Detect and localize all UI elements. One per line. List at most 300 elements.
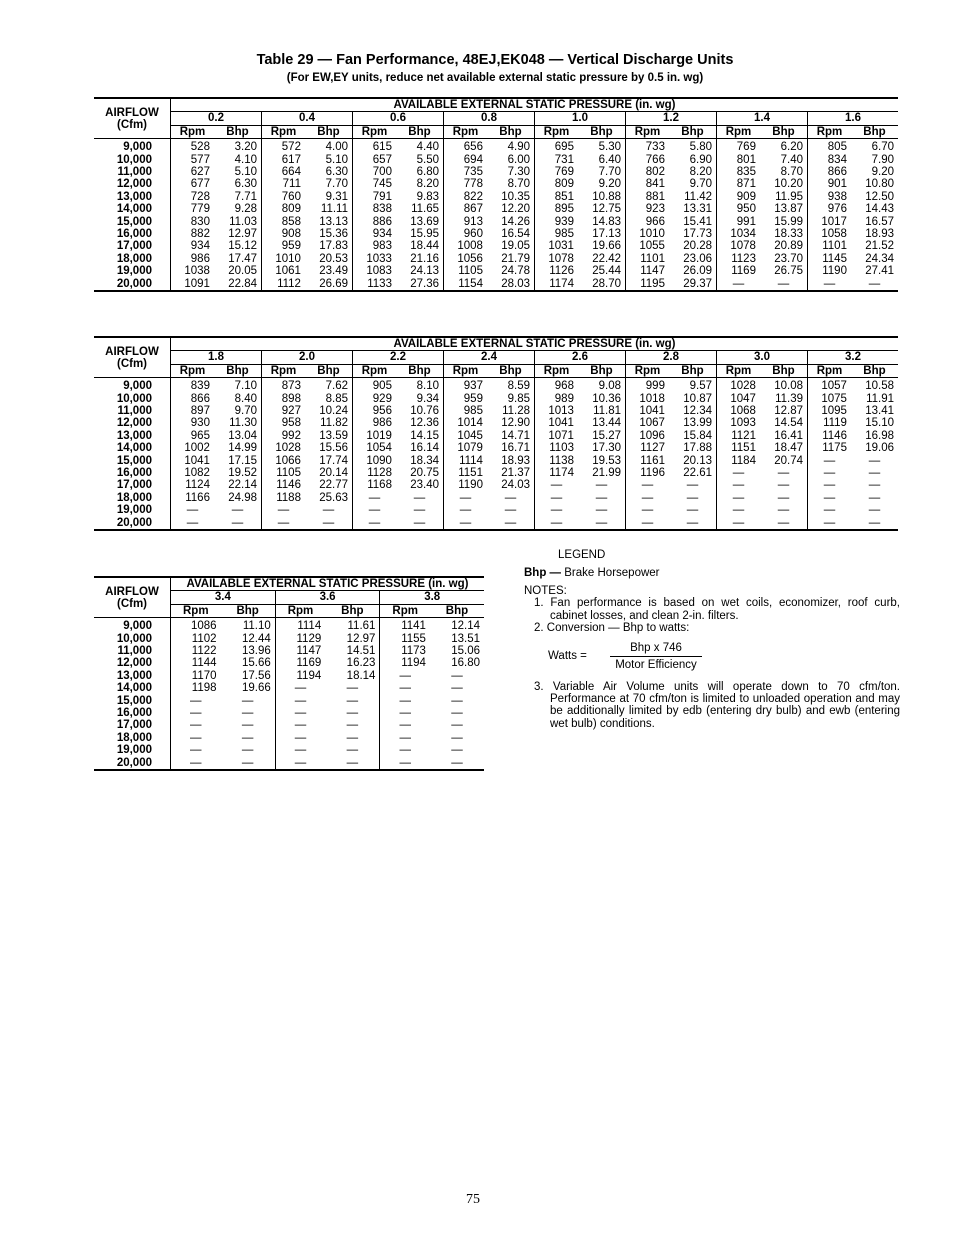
rpm-cell: 909: [717, 191, 760, 203]
rpm-cell: —: [380, 757, 430, 770]
table-subtitle: (For EW,EY units, reduce net available external static pressure by 0.5 in. wg): [286, 72, 704, 84]
rpm-cell: —: [171, 695, 221, 707]
rpm-cell: 615: [353, 139, 396, 154]
bhp-cell: 7.90: [871, 153, 894, 166]
rpm-cell: —: [717, 492, 760, 504]
rpm-cell: 913: [444, 216, 487, 228]
rpm-cell: 999: [626, 378, 669, 393]
airflow-cell: 12,000: [116, 657, 152, 670]
bhp-cell: 20.75: [410, 467, 439, 480]
table-row: [94, 240, 898, 252]
bhp-cell: 17.74: [319, 454, 348, 467]
airflow-cell: 14,000: [116, 442, 152, 455]
table-row: [94, 166, 898, 178]
rpm-cell: 1103: [535, 442, 578, 454]
airflow-cell: 18,000: [116, 252, 152, 265]
bhp-cell: 17.88: [683, 442, 712, 455]
rpm-cell: —: [380, 732, 430, 744]
bhp-cell: —: [451, 731, 463, 744]
note-1: 1. Fan performance is based on wet coils, economizer, roof curb, cabinet losses, and clean 2-in. filters.: [534, 597, 900, 622]
bhp-cell: 18.14: [346, 669, 376, 682]
rpm-cell: 851: [535, 191, 578, 203]
rpm-cell: 960: [444, 228, 487, 240]
table-row: [94, 467, 898, 479]
rpm-cell: —: [171, 504, 214, 516]
table-row: [94, 504, 898, 516]
bhp-cell: 9.20: [871, 166, 894, 179]
bhp-header: Bhp: [221, 604, 276, 617]
rpm-cell: 694: [444, 154, 487, 166]
rpm-cell: 822: [444, 191, 487, 203]
table-row: [94, 178, 898, 190]
bhp-cell: —: [396, 517, 444, 530]
bhp-cell: —: [221, 757, 276, 770]
bhp-cell: 23.06: [683, 252, 712, 265]
bhp-header: Bhp: [487, 364, 535, 377]
bhp-cell: 11.11: [320, 203, 348, 216]
legend-title: LEGEND: [558, 549, 606, 561]
rpm-header: Rpm: [535, 364, 578, 377]
bhp-header: Bhp: [578, 364, 626, 377]
table-row: [94, 479, 898, 491]
bhp-cell: 9.34: [416, 392, 439, 405]
rpm-cell: —: [444, 517, 487, 530]
rpm-cell: 1082: [171, 467, 214, 479]
bhp-cell: —: [777, 491, 790, 504]
rpm-cell: 657: [353, 154, 396, 166]
rpm-cell: 1198: [171, 682, 221, 694]
rpm-cell: 866: [808, 166, 851, 178]
bhp-cell: 9.28: [234, 203, 257, 216]
rpm-cell: 1091: [171, 278, 214, 291]
bhp-cell: 26.75: [774, 265, 803, 278]
rpm-cell: 735: [444, 166, 487, 178]
rpm-cell: 1174: [535, 278, 578, 291]
rpm-header: Rpm: [535, 125, 578, 138]
rpm-cell: —: [380, 695, 430, 707]
rpm-cell: 950: [717, 203, 760, 215]
bhp-cell: 23.40: [410, 479, 439, 492]
rpm-cell: —: [535, 517, 578, 530]
bhp-cell: —: [231, 504, 244, 517]
table-row: [94, 732, 484, 744]
bhp-cell: 7.71: [234, 190, 257, 203]
bhp-cell: —: [413, 504, 426, 517]
rpm-cell: —: [171, 744, 221, 756]
rpm-cell: —: [808, 467, 851, 479]
bhp-cell: —: [595, 479, 608, 492]
rpm-cell: —: [717, 517, 760, 530]
rpm-cell: 577: [171, 154, 214, 166]
airflow-cell: 12,000: [116, 178, 152, 191]
rpm-cell: 1155: [380, 633, 430, 645]
bhp-cell: —: [760, 517, 808, 530]
rpm-cell: 1028: [717, 378, 760, 393]
rpm-cell: 1010: [626, 228, 669, 240]
table-row: [94, 517, 898, 530]
airflow-cell: 15,000: [116, 694, 152, 707]
bhp-cell: 26.09: [683, 265, 712, 278]
rpm-cell: 617: [262, 154, 305, 166]
rpm-cell: 965: [171, 430, 214, 442]
rpm-cell: 1147: [275, 645, 325, 657]
rpm-cell: 1151: [444, 467, 487, 479]
rpm-cell: —: [262, 517, 305, 530]
pressure-header: 1.2: [626, 112, 717, 125]
rpm-header: Rpm: [626, 125, 669, 138]
bhp-cell: —: [868, 479, 881, 492]
airflow-cell: 19,000: [116, 504, 152, 517]
table-row: [94, 278, 898, 291]
pressure-header: 3.2: [808, 351, 899, 364]
table-row: [94, 203, 898, 215]
rpm-cell: 1112: [262, 278, 305, 291]
bhp-cell: 6.30: [325, 166, 348, 179]
table-row: [94, 253, 898, 265]
bhp-cell: 13.99: [683, 417, 712, 430]
pressure-row: [94, 351, 898, 364]
bhp-cell: 24.98: [228, 491, 257, 504]
bhp-cell: 11.30: [229, 417, 257, 430]
rpm-cell: 528: [171, 139, 214, 154]
rpm-cell: 1086: [171, 618, 221, 633]
rpm-cell: 1146: [808, 430, 851, 442]
bhp-cell: 14.15: [410, 429, 439, 442]
bhp-cell: —: [241, 744, 254, 757]
rpm-cell: 1174: [535, 467, 578, 479]
bhp-header: Bhp: [396, 125, 444, 138]
airflow-cell: 19,000: [116, 265, 152, 278]
bhp-cell: 21.99: [592, 467, 621, 480]
rpm-cell: 802: [626, 166, 669, 178]
rpm-cell: 1010: [262, 253, 305, 265]
bhp-cell: 11.28: [502, 405, 530, 418]
rpm-cell: 939: [535, 216, 578, 228]
airflow-cell: 11,000: [117, 645, 152, 658]
bhp-cell: 6.20: [780, 141, 803, 154]
rpm-cell: 1068: [717, 405, 760, 417]
airflow-cell: 15,000: [116, 215, 152, 228]
table-row: [94, 393, 898, 405]
rpm-cell: 1190: [444, 479, 487, 491]
rpm-cell: 1093: [717, 417, 760, 429]
table-row: [94, 139, 898, 154]
table-row: [94, 757, 484, 770]
rpm-cell: —: [275, 757, 325, 770]
notes-heading: NOTES:: [524, 585, 567, 597]
rpm-cell: 986: [171, 253, 214, 265]
bhp-cell: 10.80: [865, 178, 894, 191]
bhp-cell: 27.36: [396, 278, 444, 291]
bhp-cell: —: [851, 278, 898, 291]
airflow-cell: 10,000: [116, 392, 152, 405]
rpm-cell: 959: [444, 393, 487, 405]
bhp-cell: 19.66: [241, 682, 271, 695]
bhp-cell: 4.00: [325, 141, 348, 154]
airflow-label: AIRFLOW: [105, 106, 159, 119]
rpm-cell: 886: [353, 216, 396, 228]
airflow-cell: 13,000: [116, 669, 152, 682]
airflow-label: AIRFLOW: [105, 585, 159, 598]
rpm-cell: 1071: [535, 430, 578, 442]
rpm-cell: —: [380, 670, 430, 682]
bhp-cell: —: [595, 504, 608, 517]
rpm-cell: 1061: [262, 265, 305, 277]
rpm-cell: —: [353, 504, 396, 516]
table-row: [94, 657, 484, 669]
rpm-cell: 1083: [353, 265, 396, 277]
bhp-header: Bhp: [851, 125, 898, 138]
rpm-cell: 1123: [717, 253, 760, 265]
bhp-cell: 27.41: [865, 265, 894, 278]
rpm-cell: 1033: [353, 253, 396, 265]
rpm-cell: 1018: [626, 393, 669, 405]
bhp-cell: 15.06: [451, 645, 480, 658]
bhp-cell: 18.34: [410, 454, 439, 467]
bhp-cell: 13.44: [592, 417, 621, 430]
rpm-cell: 1129: [275, 633, 325, 645]
rpm-cell: 976: [808, 203, 851, 215]
bhp-cell: —: [760, 278, 808, 291]
bhp-header: Bhp: [487, 125, 535, 138]
bhp-header: Bhp: [669, 364, 717, 377]
bhp-cell: 20.74: [774, 454, 803, 467]
bhp-cell: 12.90: [501, 417, 530, 430]
table-row: [94, 154, 898, 166]
bhp-cell: 29.37: [669, 278, 717, 291]
airflow-header: [94, 577, 171, 618]
pressure-header: 2.2: [353, 351, 444, 364]
bhp-cell: 26.69: [305, 278, 353, 291]
rpm-cell: 1138: [535, 455, 578, 467]
rpm-cell: 938: [808, 191, 851, 203]
bhp-cell: 20.14: [319, 467, 348, 480]
bhp-cell: 16.23: [346, 657, 376, 670]
bhp-cell: 6.70: [871, 141, 894, 154]
rpm-cell: —: [808, 517, 851, 530]
rpm-cell: 695: [535, 139, 578, 154]
bhp-cell: —: [346, 744, 359, 757]
rpm-cell: 1121: [717, 430, 760, 442]
rpm-cell: 1056: [444, 253, 487, 265]
rpm-cell: 873: [262, 378, 305, 393]
rpm-cell: 937: [444, 378, 487, 393]
rpm-cell: —: [353, 517, 396, 530]
bhp-cell: 6.80: [416, 166, 439, 179]
rpm-cell: 838: [353, 203, 396, 215]
rpm-cell: 882: [171, 228, 214, 240]
rpm-cell: 791: [353, 191, 396, 203]
bhp-cell: 22.77: [319, 479, 348, 492]
rpm-cell: 927: [262, 405, 305, 417]
rpm-cell: 1096: [626, 430, 669, 442]
rpm-cell: 1038: [171, 265, 214, 277]
bhp-cell: 11.81: [593, 405, 621, 418]
rpm-cell: 805: [808, 139, 851, 154]
rpm-cell: 1054: [353, 442, 396, 454]
rpm-cell: 1194: [275, 670, 325, 682]
bhp-cell: 13.69: [410, 215, 439, 228]
bhp-cell: 15.27: [592, 429, 621, 442]
bhp-cell: 15.99: [774, 215, 803, 228]
rpm-header: Rpm: [353, 364, 396, 377]
bhp-cell: 12.14: [451, 620, 480, 633]
bhp-cell: —: [451, 694, 463, 707]
bhp-cell: —: [851, 517, 898, 530]
esp-header: AVAILABLE EXTERNAL STATIC PRESSURE (in. wg): [171, 337, 899, 351]
rpm-cell: 1095: [808, 405, 851, 417]
rpm-cell: —: [262, 504, 305, 516]
rpm-cell: —: [717, 467, 760, 479]
bhp-cell: 8.10: [416, 380, 439, 393]
bhp-cell: —: [777, 467, 790, 480]
airflow-cell: 20,000: [94, 278, 171, 291]
rpm-cell: 656: [444, 139, 487, 154]
bhp-cell: —: [487, 517, 535, 530]
bhp-cell: 14.71: [501, 429, 530, 442]
bhp-cell: —: [346, 707, 359, 720]
bhp-cell: 21.79: [501, 252, 530, 265]
rpm-header: Rpm: [275, 604, 325, 617]
table-row: [94, 405, 898, 417]
bhp-cell: 24.34: [865, 252, 894, 265]
pressure-header: 3.0: [717, 351, 808, 364]
airflow-cell: 9,000: [123, 380, 152, 393]
rpm-cell: 664: [262, 166, 305, 178]
bhp-cell: —: [451, 719, 463, 732]
rpm-cell: 1002: [171, 442, 214, 454]
bhp-cell: 17.83: [319, 240, 348, 253]
bhp-cell: 17.30: [592, 442, 621, 455]
bhp-cell: 5.80: [689, 141, 712, 154]
rpm-cell: 1008: [444, 240, 487, 252]
rpm-cell: 1066: [262, 455, 305, 467]
rpm-cell: 1144: [171, 657, 221, 669]
rpm-cell: 1034: [717, 228, 760, 240]
rpm-cell: —: [275, 695, 325, 707]
bhp-cell: —: [504, 491, 517, 504]
bhp-cell: 4.10: [234, 153, 257, 166]
bhp-cell: —: [305, 517, 353, 530]
rpm-cell: 1101: [808, 240, 851, 252]
bhp-cell: 12.34: [683, 405, 712, 418]
table-title: Table 29 — Fan Performance, 48EJ,EK048 — Vertical Discharge Units: [256, 52, 734, 68]
rpm-cell: 1041: [535, 417, 578, 429]
bhp-cell: 15.84: [683, 429, 712, 442]
rpm-cell: 959: [262, 240, 305, 252]
airflow-cell: 17,000: [116, 479, 152, 492]
table-row: [94, 228, 898, 240]
rpm-cell: 991: [717, 216, 760, 228]
rpm-cell: —: [535, 492, 578, 504]
bhp-cell: 11.91: [866, 392, 894, 405]
rpm-cell: 1175: [808, 442, 851, 454]
bhp-cell: 15.41: [683, 215, 712, 228]
note-3: 3. Variable Air Volume units will operate down to 70 cfm/ton. Performance at 70 cfm/ton is limited to unloaded operation and may be additionally limited by edb (entering dry bulb) and ewb (entering wet bulb) conditions.: [534, 680, 900, 730]
bhp-cell: 5.10: [325, 153, 348, 166]
bhp-cell: 13.04: [228, 429, 257, 442]
rpm-cell: —: [808, 455, 851, 467]
pressure-header: 3.8: [380, 591, 484, 604]
bhp-cell: 18.93: [501, 454, 530, 467]
rpm-cell: 839: [171, 378, 214, 393]
rpm-cell: —: [808, 278, 851, 291]
table-row: [94, 695, 484, 707]
bhp-header: Bhp: [396, 364, 444, 377]
rpm-cell: 858: [262, 216, 305, 228]
airflow-cell: 14,000: [116, 203, 152, 216]
rpm-cell: 1168: [353, 479, 396, 491]
rpm-cell: 1188: [262, 492, 305, 504]
pressure-row: [94, 112, 898, 125]
table-row: [94, 442, 898, 454]
bhp-cell: 19.53: [592, 454, 621, 467]
rpm-cell: —: [717, 278, 760, 291]
rpm-header: Rpm: [262, 364, 305, 377]
rpm-header: Rpm: [444, 125, 487, 138]
bhp-cell: 13.13: [319, 215, 348, 228]
bhp-cell: 20.28: [683, 240, 712, 253]
rpm-cell: 1124: [171, 479, 214, 491]
pressure-header: 2.4: [444, 351, 535, 364]
bhp-header: Bhp: [760, 364, 808, 377]
bhp-cell: 8.59: [507, 380, 530, 393]
bhp-cell: 24.78: [501, 265, 530, 278]
bhp-cell: 11.10: [242, 620, 271, 633]
bhp-cell: 12.97: [228, 228, 257, 241]
bhp-cell: 16.80: [451, 657, 480, 670]
bhp-cell: 10.36: [592, 392, 621, 405]
pressure-header: 3.4: [171, 591, 276, 604]
airflow-cell: 17,000: [116, 719, 152, 732]
bhp-cell: 28.70: [578, 278, 626, 291]
rpm-header: Rpm: [717, 125, 760, 138]
airflow-cell: 18,000: [116, 491, 152, 504]
rpm-cell: 1145: [808, 253, 851, 265]
rpm-cell: 1151: [717, 442, 760, 454]
bhp-cell: 5.10: [234, 166, 257, 179]
bhp-cell: —: [868, 467, 881, 480]
rpm-cell: 778: [444, 178, 487, 190]
pressure-header: 0.2: [171, 112, 262, 125]
rpm-cell: 956: [353, 405, 396, 417]
rpm-header: Rpm: [171, 604, 221, 617]
rpm-cell: 1114: [444, 455, 487, 467]
rpm-cell: —: [275, 707, 325, 719]
bhp-cell: —: [346, 682, 359, 695]
rpm-cell: 958: [262, 417, 305, 429]
rpm-cell: 1173: [380, 645, 430, 657]
rpm-cell: 1075: [808, 393, 851, 405]
bhp-cell: 10.88: [592, 190, 621, 203]
table-row: [94, 265, 898, 277]
rpm-cell: 766: [626, 154, 669, 166]
rpm-cell: 1014: [444, 417, 487, 429]
table-row: [94, 455, 898, 467]
pressure-header: 1.8: [171, 351, 262, 364]
fan-table-mid-pressure: [94, 336, 898, 531]
rpm-cell: 1105: [262, 467, 305, 479]
rpm-cell: 905: [353, 378, 396, 393]
airflow-cell: 10,000: [116, 153, 152, 166]
bhp-cell: —: [669, 517, 717, 530]
bhp-cell: 21.52: [865, 240, 894, 253]
formula-numerator: Bhp x 746: [610, 642, 702, 657]
bhp-cell: 11.65: [411, 203, 439, 216]
rpm-cell: 871: [717, 178, 760, 190]
bhp-cell: —: [686, 491, 699, 504]
bhp-cell: 6.90: [689, 153, 712, 166]
